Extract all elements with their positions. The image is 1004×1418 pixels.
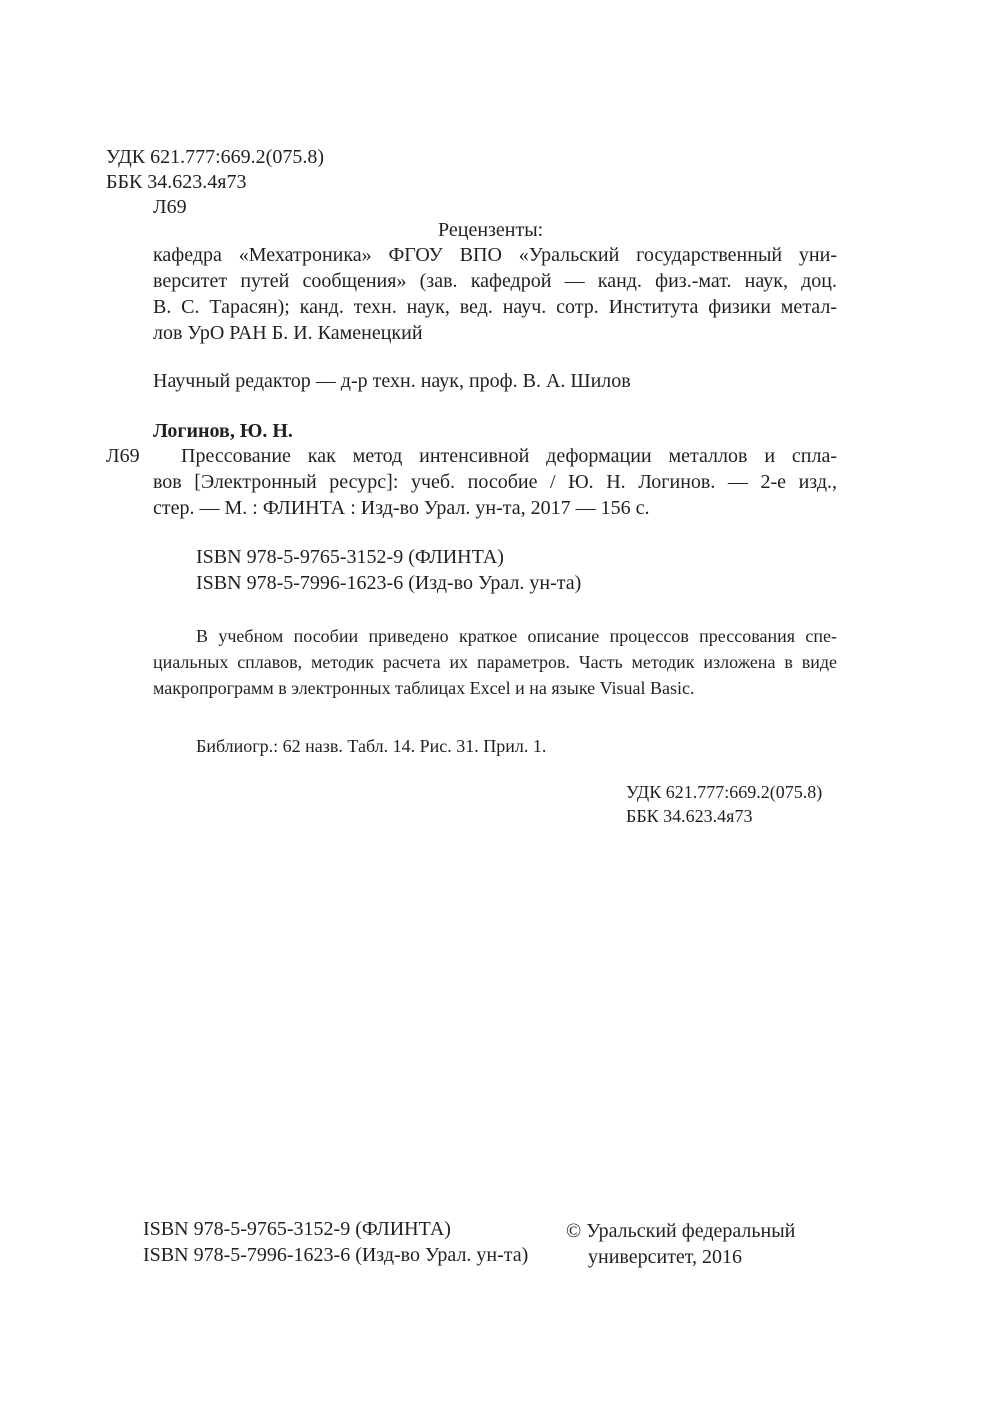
abstract-line: циальных сплавов, методик расчета их параметров. Часть методик изложена в виде: [153, 652, 837, 672]
abstract-line: В учебном пособии приведено краткое описание процессов прессования спе-: [196, 626, 837, 646]
classification-udk: УДК 621.777:669.2(075.8): [626, 782, 823, 802]
isbn-urfu: ISBN 978-5-7996-1623-6 (Изд-во Урал. ун-та): [196, 572, 582, 594]
reviewers-heading: Рецензенты:: [438, 219, 544, 241]
footer-isbn-urfu: ISBN 978-5-7996-1623-6 (Изд-во Урал. ун-та): [143, 1244, 529, 1266]
copyright-holder: © Уральский федеральный: [566, 1220, 796, 1242]
reviewers-line: кафедра «Мехатроника» ФГОУ ВПО «Уральский государственный уни-: [153, 244, 837, 266]
abstract: [153, 623, 837, 701]
bibliography-stats: Библиогр.: 62 назв. Табл. 14. Рис. 31. Прил. 1.: [196, 736, 547, 756]
author-name: Логинов, Ю. Н.: [153, 420, 293, 442]
author-code: Л69: [153, 196, 187, 218]
footer-isbn-flinta: ISBN 978-5-9765-3152-9 (ФЛИНТА): [143, 1218, 451, 1240]
udk-code: УДК 621.777:669.2(075.8): [106, 146, 324, 168]
bibliography-line: Прессование как метод интенсивной деформации металлов и спла-: [181, 445, 837, 467]
reviewers-line: верситет путей сообщения» (зав. кафедрой — канд. физ.-мат. наук, доц.: [153, 270, 837, 292]
isbn-flinta: ISBN 978-5-9765-3152-9 (ФЛИНТА): [196, 546, 504, 568]
reviewers-line: лов УрО РАН Б. И. Каменецкий: [153, 322, 423, 344]
scientific-editor: Научный редактор — д-р техн. наук, проф. В. А. Шилов: [153, 370, 631, 392]
bibliography-line: вов [Электронный ресурс]: учеб. пособие / Ю. Н. Логинов. — 2-е изд.,: [153, 471, 837, 493]
bibliography-line: стер. — М. : ФЛИНТА : Изд-во Урал. ун-та, 2017 — 156 с.: [153, 497, 650, 519]
bibliography-code: Л69: [106, 445, 140, 467]
bbk-code: ББК 34.623.4я73: [106, 171, 247, 193]
bibliography-description: [153, 444, 837, 522]
copyright-year: университет, 2016: [588, 1246, 743, 1268]
abstract-line: макропрограмм в электронных таблицах Excel и на языке Visual Basic.: [153, 678, 695, 698]
reviewers-text: [153, 243, 837, 347]
classification-bbk: ББК 34.623.4я73: [626, 806, 753, 826]
reviewers-line: В. С. Тарасян); канд. техн. наук, вед. науч. сотр. Института физики метал-: [153, 296, 837, 318]
